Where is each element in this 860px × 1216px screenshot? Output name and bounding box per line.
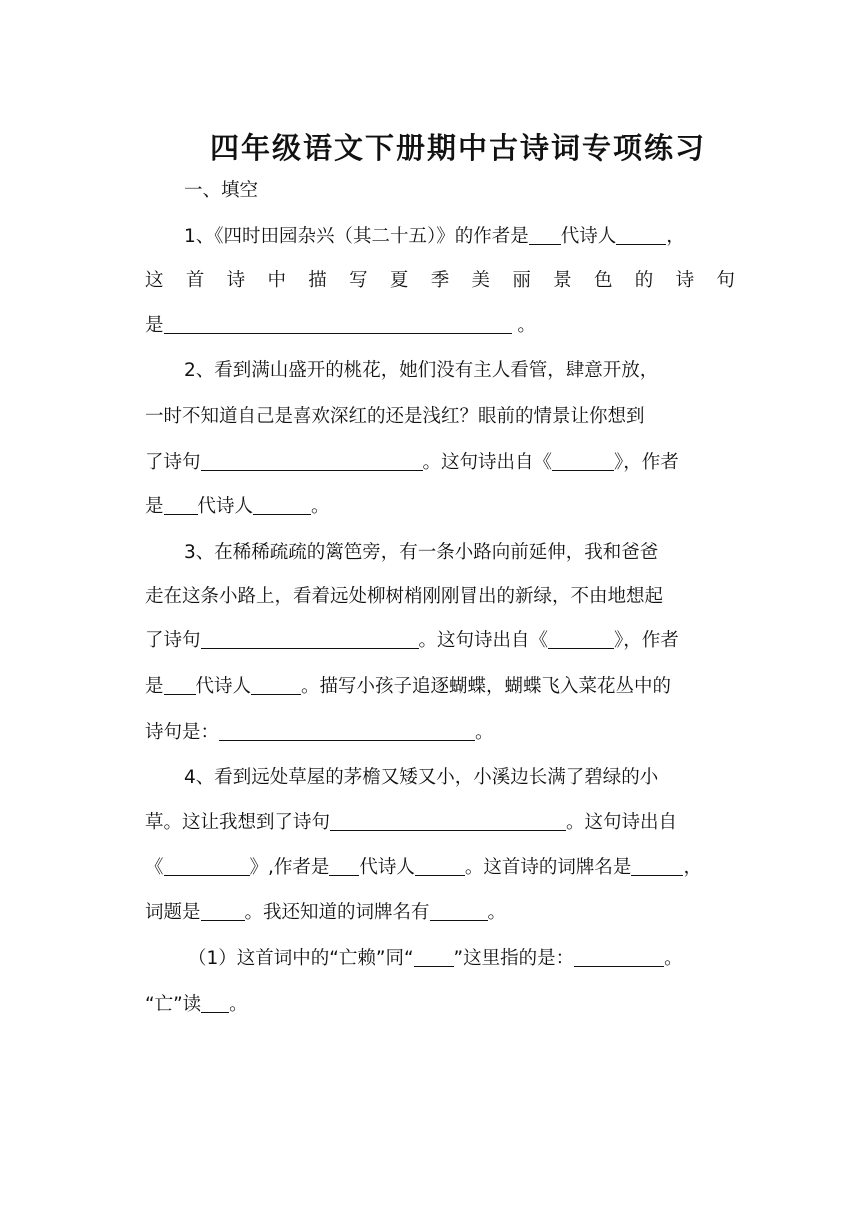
char: 中 <box>267 270 286 291</box>
text: 》，作者 <box>614 630 679 651</box>
question-1-line-2 <box>145 268 735 294</box>
text: 了诗句 <box>145 452 201 473</box>
text: 。 <box>487 902 507 923</box>
char: 景 <box>553 270 572 291</box>
text: 》,作者是 <box>249 857 330 878</box>
char: 季 <box>430 270 450 291</box>
answer-blank[interactable] <box>414 946 454 967</box>
text: 1、《四时田园杂兴（其二十五）》的作者是 <box>184 226 529 247</box>
page-title: 四年级语文下册期中古诗词专项练习 <box>210 131 707 165</box>
text: 。这句诗出自 <box>566 812 678 833</box>
question-3-line-5 <box>145 720 735 746</box>
text: 词题是 <box>145 902 201 923</box>
answer-blank[interactable] <box>548 628 614 649</box>
text: 。描写小孩子追逐蝴蝶，蝴蝶飞入菜花丛中的 <box>301 676 672 697</box>
answer-blank[interactable] <box>164 674 196 695</box>
text: 了诗句 <box>145 630 201 651</box>
text: 代诗人 <box>197 496 254 517</box>
answer-blank[interactable] <box>415 855 465 876</box>
answer-blank[interactable] <box>201 450 423 471</box>
char: 描 <box>308 270 327 291</box>
question-2-line-3 <box>145 450 735 476</box>
answer-blank[interactable] <box>201 628 419 649</box>
answer-blank[interactable] <box>574 946 664 967</box>
question-3-line-4 <box>145 674 735 700</box>
text: 是 <box>145 315 164 336</box>
section-heading: 一、填空 <box>184 180 259 201</box>
question-3-line-2: 走在这条小路上，看着远处柳树梢刚刚冒出的新绿，不由地想起 <box>145 586 664 607</box>
text: ”这里指的是： <box>453 948 575 969</box>
text: 。 <box>475 722 494 743</box>
question-1-line-1 <box>184 224 735 250</box>
text: （1）这首词中的“亡赖”同“ <box>188 948 414 969</box>
answer-blank[interactable] <box>253 494 311 515</box>
text: 。我还知道的词牌名有 <box>244 902 430 923</box>
question-2-line-1: 2、看到满山盛开的桃花，她们没有主人看管，肆意开放， <box>184 360 659 381</box>
text: 。这句诗出自《 <box>422 452 553 473</box>
char: 诗 <box>675 270 695 291</box>
question-4-line-3 <box>145 855 735 881</box>
char: 夏 <box>389 270 409 291</box>
text: ， <box>683 857 702 878</box>
text: 代诗人 <box>359 857 415 878</box>
answer-blank[interactable] <box>529 224 561 245</box>
text: 诗句是： <box>145 722 220 743</box>
text: ， <box>666 226 685 247</box>
char: 的 <box>634 270 654 291</box>
question-4-line-2 <box>145 810 735 836</box>
text: 》，作者 <box>614 452 679 473</box>
answer-blank[interactable] <box>164 855 250 876</box>
text: 。 <box>517 315 536 336</box>
char: 这 <box>145 270 164 291</box>
text: 。 <box>311 496 330 517</box>
sub-question-1-line-1 <box>188 946 748 972</box>
text: 。这首诗的词牌名是 <box>464 857 632 878</box>
question-2-line-4 <box>145 494 735 520</box>
text: 。这句诗出自《 <box>418 630 549 651</box>
answer-blank[interactable] <box>329 855 359 876</box>
answer-blank[interactable] <box>430 900 488 921</box>
question-4-line-1: 4、看到远处草屋的茅檐又矮又小，小溪边长满了碧绿的小 <box>184 767 659 788</box>
text: “亡”读 <box>145 994 202 1015</box>
text: 。 <box>229 994 248 1015</box>
sub-question-1-line-2 <box>145 992 735 1018</box>
char: 句 <box>716 270 735 291</box>
answer-blank[interactable] <box>201 992 229 1013</box>
char: 美 <box>471 270 491 291</box>
answer-blank[interactable] <box>330 810 566 831</box>
text: 代诗人 <box>560 226 617 247</box>
question-4-line-4 <box>145 900 735 926</box>
text: 。 <box>664 948 683 969</box>
answer-blank[interactable] <box>164 313 512 334</box>
char: 丽 <box>512 270 531 291</box>
char: 写 <box>349 270 368 291</box>
answer-blank[interactable] <box>251 674 301 695</box>
text: 草。这让我想到了诗句 <box>145 812 331 833</box>
question-2-line-2: 一时不知道自己是喜欢深红的还是浅红？眼前的情景让你想到 <box>145 406 645 427</box>
answer-blank[interactable] <box>552 450 614 471</box>
char: 诗 <box>226 270 246 291</box>
question-3-line-3 <box>145 628 735 654</box>
answer-blank[interactable] <box>631 855 683 876</box>
answer-blank[interactable] <box>219 720 475 741</box>
question-3-line-1: 3、在稀稀疏疏的篱笆旁，有一条小路向前延伸，我和爸爸 <box>184 542 659 563</box>
question-1-line-3 <box>145 313 735 339</box>
char: 首 <box>185 270 205 291</box>
text: 是 <box>145 676 164 697</box>
text: 代诗人 <box>195 676 252 697</box>
text: 是 <box>145 496 164 517</box>
answer-blank[interactable] <box>616 224 666 245</box>
text: 《 <box>145 857 164 878</box>
answer-blank[interactable] <box>164 494 198 515</box>
char: 色 <box>593 270 613 291</box>
answer-blank[interactable] <box>201 900 245 921</box>
